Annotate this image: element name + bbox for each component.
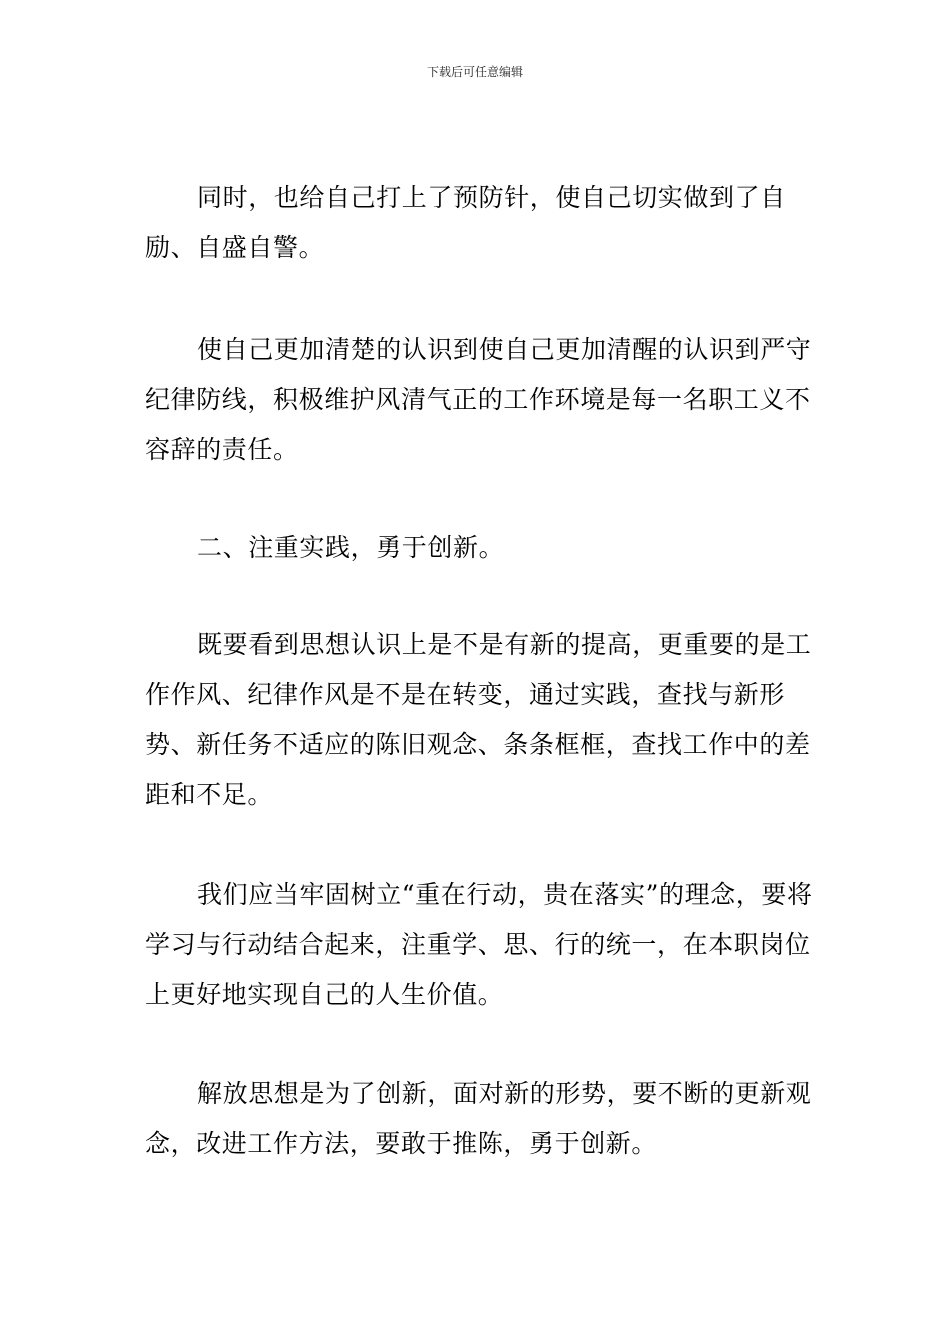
- paragraph-4: 既要看到思想认识上是不是有新的提高，更重要的是工作作风、纪律作风是不是在转变，通过实践，查找与新形势、新任务不适应的陈旧观念、条条框框，查找工作中的差距和不足。: [145, 630, 812, 809]
- paragraph-3-section-heading: 二、注重实践，勇于创新。: [197, 533, 505, 562]
- paragraph-1: 同时，也给自己打上了预防针，使自己切实做到了自励、自盛自警。: [145, 183, 786, 262]
- paragraph-6: 解放思想是为了创新，面对新的形势，要不断的更新观念，改进工作方法，要敢于推陈，勇于创新。: [145, 1079, 812, 1158]
- paragraph-5: 我们应当牢固树立“重在行动，贵在落实”的理念，要将学习与行动结合起来，注重学、思、行的统一，在本职岗位上更好地实现自己的人生价值。: [145, 880, 813, 1009]
- page-header-note: 下载后可任意编辑: [426, 65, 523, 79]
- paragraph-2: 使自己更加清楚的认识到使自己更加清醒的认识到严守纪律防线，积极维护风清气正的工作环境是每一名职工义不容辞的责任。: [145, 335, 812, 464]
